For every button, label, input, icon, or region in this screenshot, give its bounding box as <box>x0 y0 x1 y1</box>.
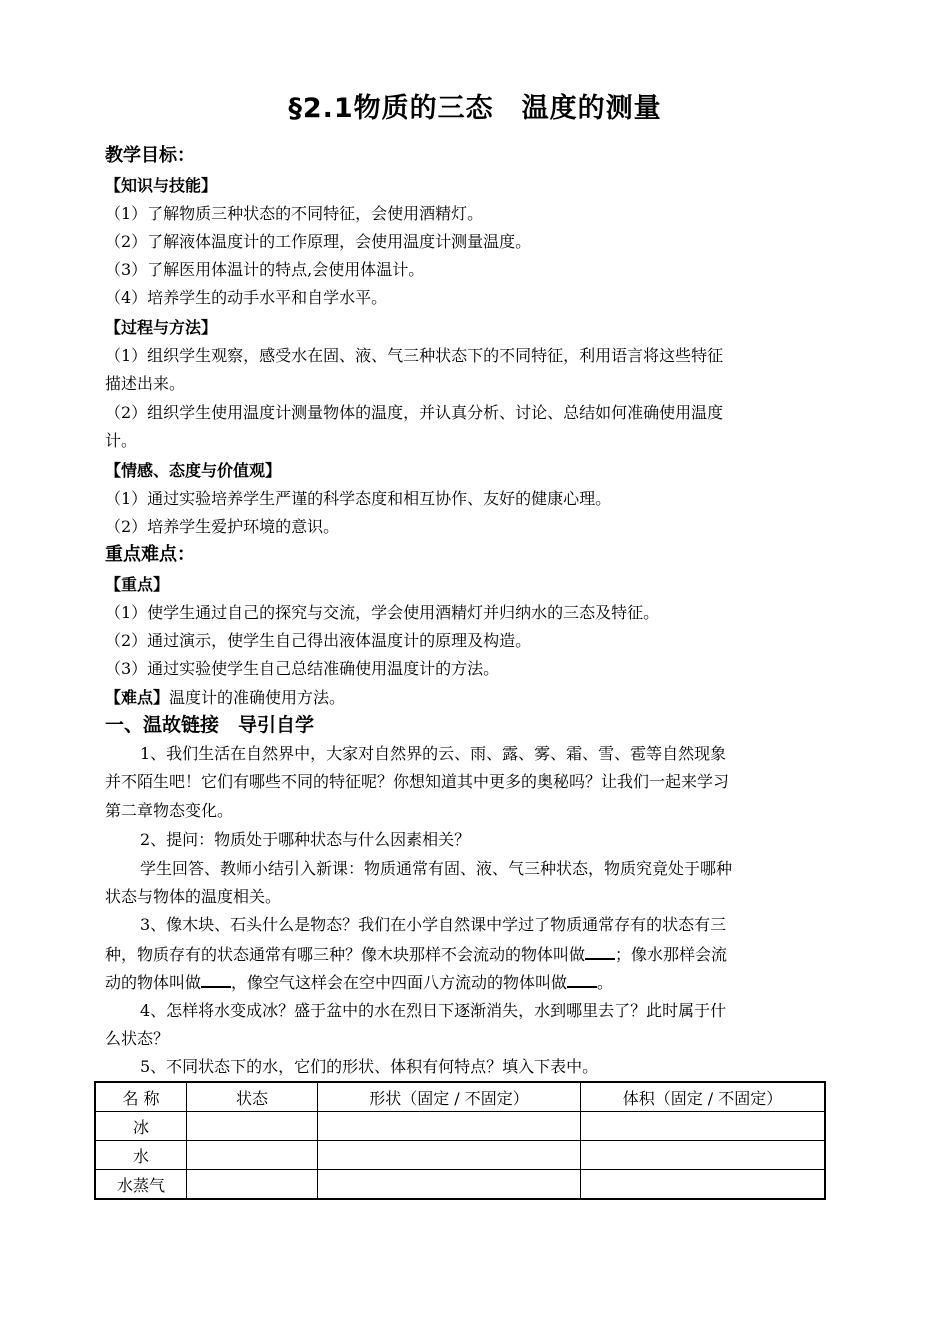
process-heading: 【过程与方法】 <box>105 318 218 337</box>
table-cell-empty[interactable] <box>318 1112 581 1141</box>
paragraph-line: 5、不同状态下的水，它们的形状、体积有何特点？填入下表中。 <box>140 1057 599 1076</box>
focus-item: （3）通过实验使学生自己总结准确使用温度计的方法。 <box>105 659 500 678</box>
knowledge-item: （1）了解物质三种状态的不同特征，会使用酒精灯。 <box>105 204 484 223</box>
knowledge-item: （2）了解液体温度计的工作原理，会使用温度计测量温度。 <box>105 232 532 251</box>
paragraph-line <box>105 940 865 969</box>
table-cell-empty[interactable] <box>187 1170 318 1200</box>
process-line: （2）组织学生使用温度计测量物体的温度，并认真分析、讨论、总结如何准确使用温度 <box>105 403 724 422</box>
process-line: （1）组织学生观察，感受水在固、液、气三种状态下的不同特征，利用语言将这些特征 <box>105 346 724 365</box>
difficulty-line <box>105 684 865 712</box>
difficulty-text: 温度计的准确使用方法。 <box>169 688 346 707</box>
keypoints-heading: 重点难点： <box>105 544 195 565</box>
paragraph-line: 2、提问：物质处于哪种状态与什么因素相关？ <box>140 830 471 849</box>
attitude-heading: 【情感、态度与价值观】 <box>105 461 282 480</box>
focus-item: （1）使学生通过自己的探究与交流，学会使用酒精灯并归纳水的三态及特征。 <box>105 603 660 622</box>
table-row <box>95 1141 825 1170</box>
table-header: 体积（固定 / 不固定） <box>581 1082 826 1112</box>
table-cell-empty[interactable] <box>581 1112 826 1141</box>
focus-heading: 【重点】 <box>105 575 170 594</box>
paragraph-text: 种，物质存有的状态通常有哪三种？像木块那样不会流动的物体叫做 <box>105 945 586 964</box>
paragraph-line: 1、我们生活在自然界中，大家对自然界的云、雨、露、雾、霜、雪、雹等自然现象 <box>140 744 727 763</box>
process-line: 描述出来。 <box>105 374 186 393</box>
objectives-heading: 教学目标： <box>105 145 195 166</box>
knowledge-heading: 【知识与技能】 <box>105 176 218 195</box>
page-title: §2.1物质的三态 温度的测量 <box>288 93 662 124</box>
paragraph-line: 学生回答、教师小结引入新课：物质通常有固、液、气三种状态，物质究竟处于哪种 <box>140 859 733 878</box>
table-cell-name: 冰 <box>95 1112 187 1141</box>
table-row <box>95 1170 825 1200</box>
water-states-table <box>94 1081 826 1200</box>
table-header: 状态 <box>187 1082 318 1112</box>
table-row <box>95 1112 825 1141</box>
paragraph-text: ；像水那样会流 <box>615 945 728 964</box>
focus-item: （2）通过演示，使学生自己得出液体温度计的原理及构造。 <box>105 631 532 650</box>
knowledge-item: （3）了解医用体温计的特点,会使用体温计。 <box>105 260 425 279</box>
table-cell-empty[interactable] <box>187 1141 318 1170</box>
table-header: 形状（固定 / 不固定） <box>318 1082 581 1112</box>
difficulty-label: 【难点】 <box>105 688 170 707</box>
fill-in-blank-solid[interactable] <box>585 940 615 960</box>
knowledge-item: （4）培养学生的动手水平和自学水平。 <box>105 288 388 307</box>
section-heading: 一、温故链接 导引自学 <box>105 714 315 736</box>
table-header: 名 称 <box>95 1082 187 1112</box>
paragraph-text: 动的物体叫做 <box>105 973 202 992</box>
paragraph-line: 么状态？ <box>105 1029 170 1048</box>
table-cell-empty[interactable] <box>318 1170 581 1200</box>
paragraph-line: 4、怎样将水变成冰？盛于盆中的水在烈日下逐渐消失，水到哪里去了？此时属于什 <box>140 1001 727 1020</box>
table-cell-empty[interactable] <box>318 1141 581 1170</box>
table-cell-empty[interactable] <box>581 1170 826 1200</box>
fill-in-blank-liquid[interactable] <box>201 968 231 988</box>
table-cell-name: 水蒸气 <box>95 1170 187 1200</box>
process-line: 计。 <box>105 431 138 450</box>
paragraph-text: ，像空气这样会在空中四面八方流动的物体叫做 <box>231 973 568 992</box>
paragraph-text: 。 <box>597 973 614 992</box>
paragraph-line: 3、像木块、石头什么是物态？我们在小学自然课中学过了物质通常存有的状态有三 <box>140 915 727 934</box>
table-cell-name: 水 <box>95 1141 187 1170</box>
fill-in-blank-gas[interactable] <box>567 968 597 988</box>
paragraph-line <box>105 968 865 997</box>
paragraph-line: 并不陌生吧！它们有哪些不同的特征呢？你想知道其中更多的奥秘吗？让我们一起来学习 <box>105 772 730 791</box>
table-cell-empty[interactable] <box>581 1141 826 1170</box>
paragraph-line: 状态与物体的温度相关。 <box>105 887 282 906</box>
paragraph-line: 第二章物态变化。 <box>105 801 234 820</box>
attitude-item: （2）培养学生爱护环境的意识。 <box>105 517 340 536</box>
attitude-item: （1）通过实验培养学生严谨的科学态度和相互协作、友好的健康心理。 <box>105 489 612 508</box>
table-header-row <box>95 1082 825 1112</box>
table-cell-empty[interactable] <box>187 1112 318 1141</box>
